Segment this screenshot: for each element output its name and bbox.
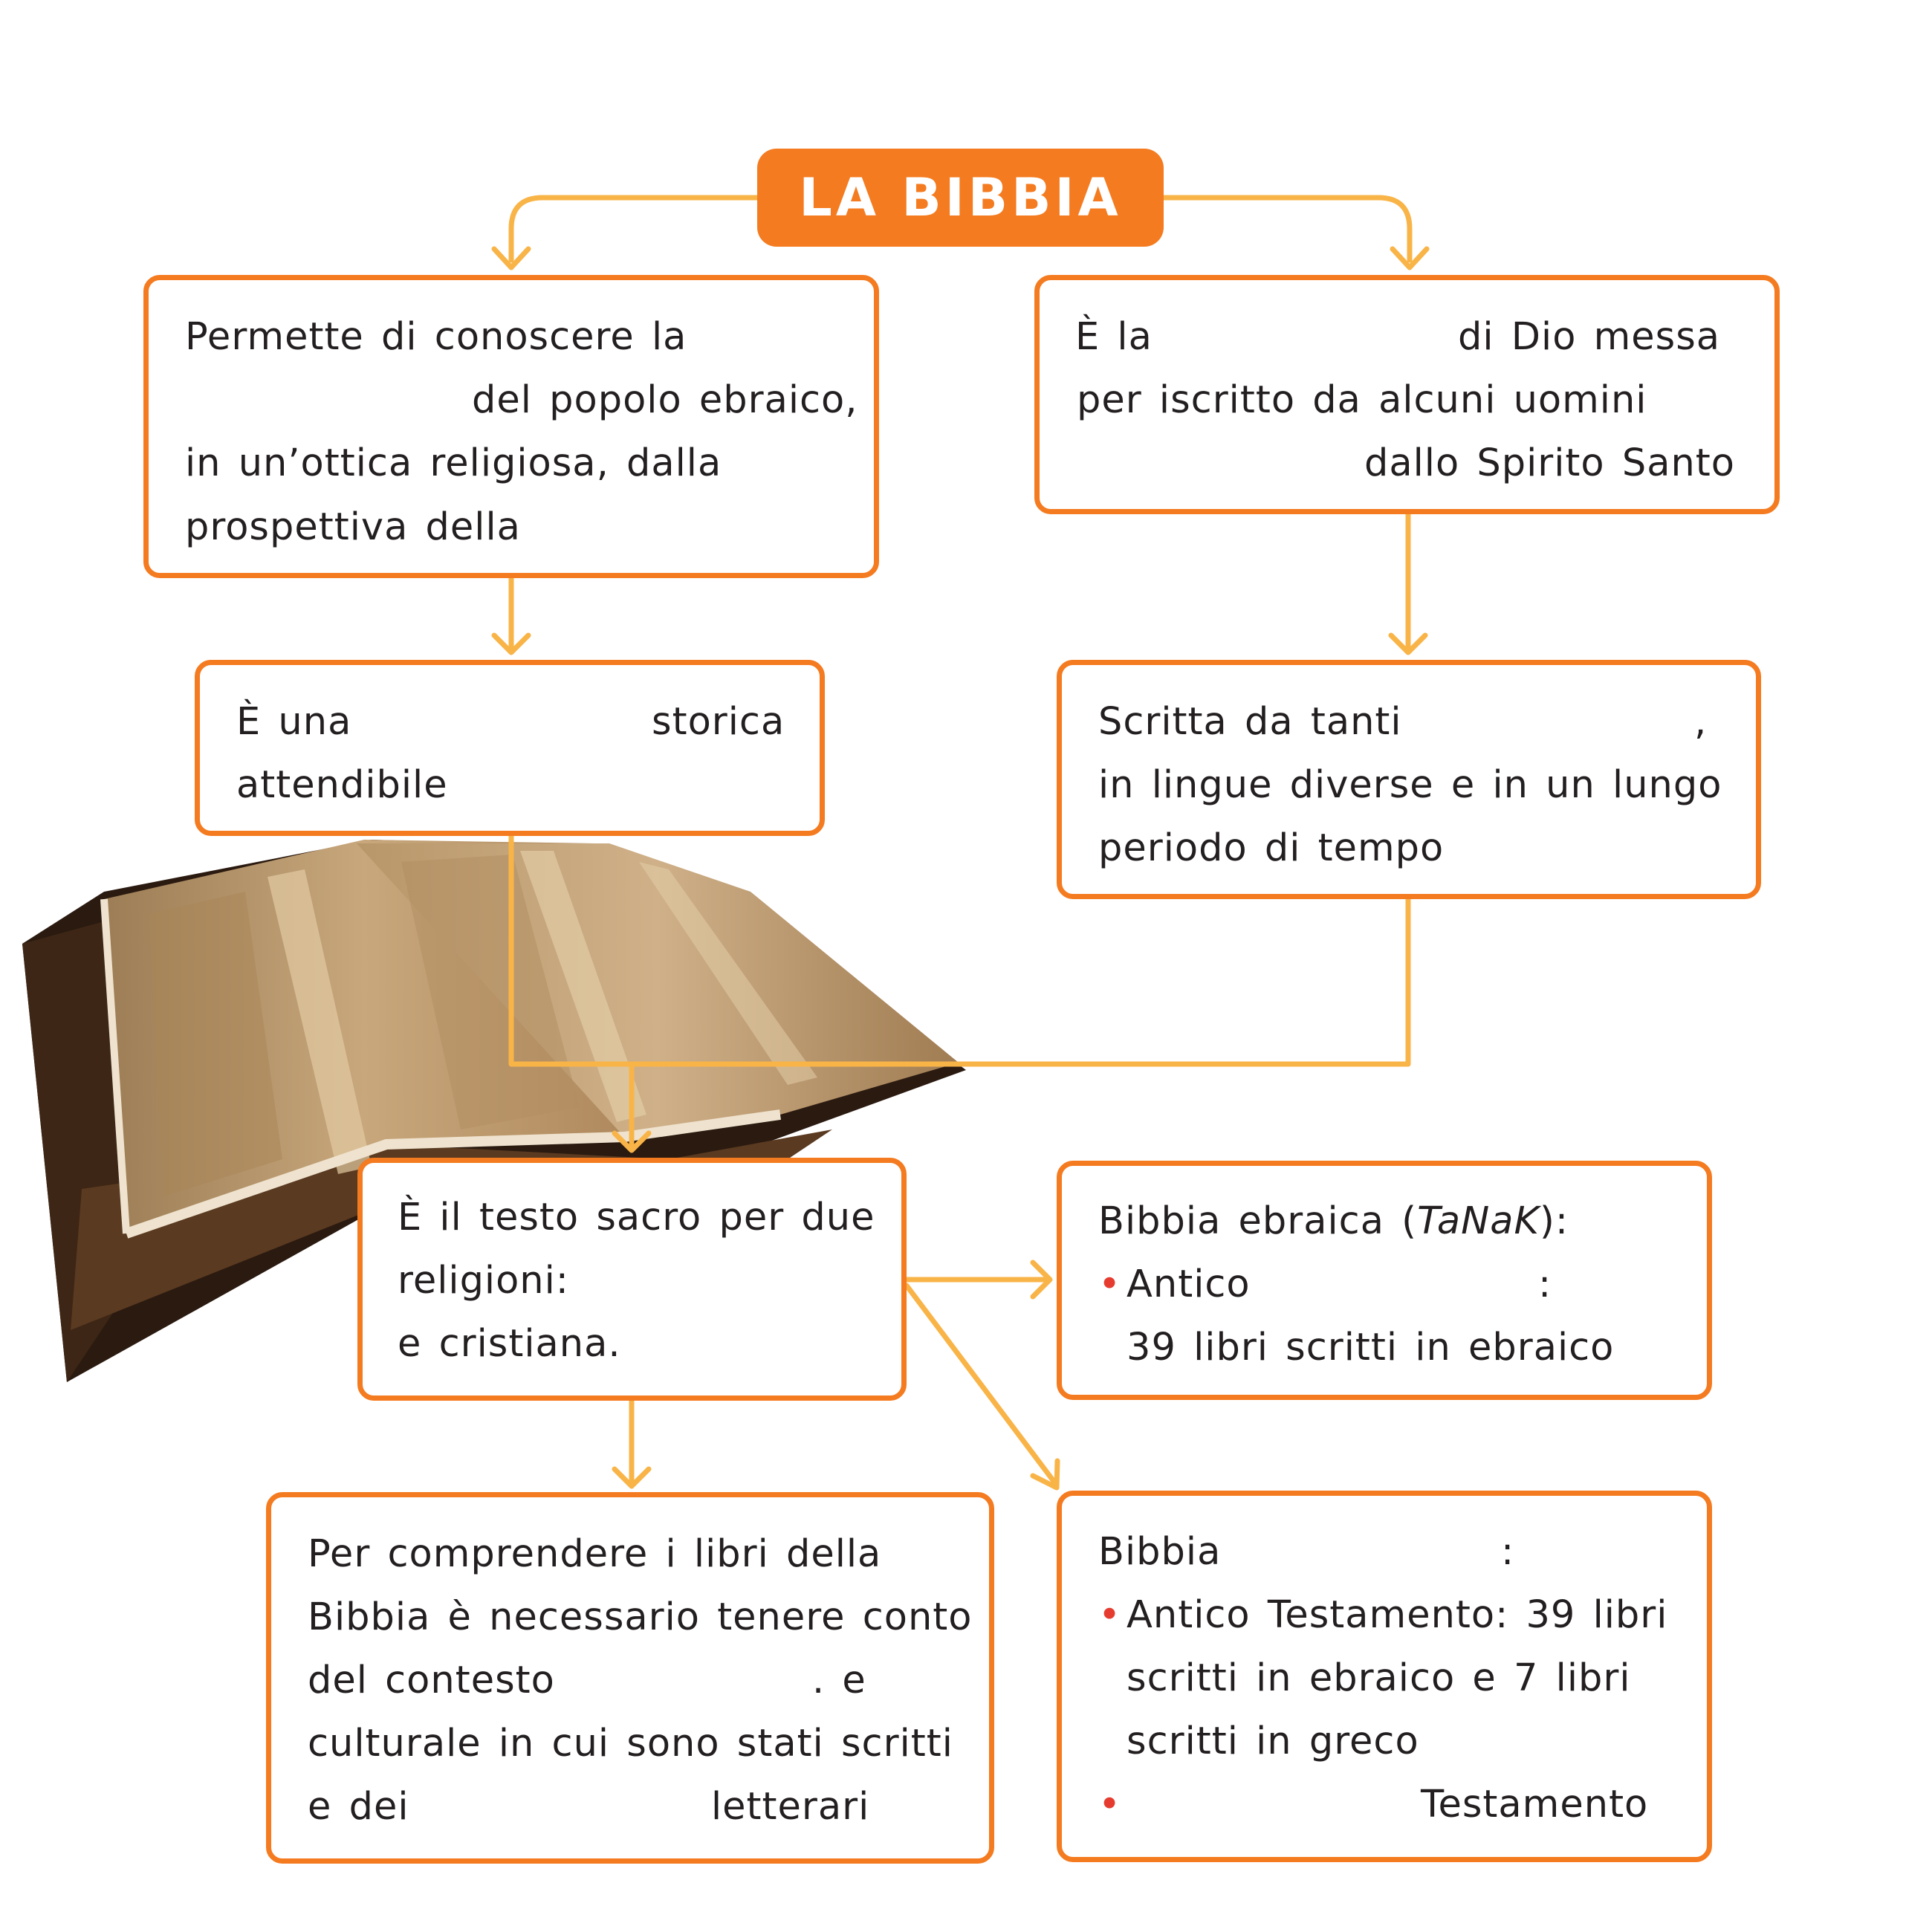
box-hebrew-title-end: ): <box>1539 1199 1569 1243</box>
box-hebrew-line-2: 39 libri scritti in ebraico <box>1127 1326 1615 1369</box>
box-christian-item2: Testamento <box>1421 1783 1649 1826</box>
box-context-line-5b: letterari <box>711 1785 870 1829</box>
box-christian-title: Bibbia <box>1098 1530 1222 1574</box>
box-context-line-5a: e dei <box>308 1785 409 1829</box>
box-sacred-line-3: e cristiana. <box>398 1322 621 1366</box>
box-christian-item1-line-2: scritti in ebraico e 7 libri <box>1127 1656 1631 1700</box>
box-source-line-2: attendibile <box>236 763 448 807</box>
box-authors-line-1a: Scritta da tanti <box>1098 700 1402 744</box>
box-context-line-1: Per comprendere i libri della <box>308 1532 882 1576</box>
box-hebrew-title-start: Bibbia ebraica ( <box>1098 1199 1418 1243</box>
title-box <box>757 149 1164 247</box>
box-authors-line-2: in lingue diverse e in un lungo <box>1098 763 1722 807</box>
box-history-line-2: del popolo ebraico, <box>472 378 858 422</box>
box-hebrew-title <box>1098 1199 1569 1243</box>
box-source-line-1a: È una <box>236 700 352 744</box>
box-christian-bullet-2: • <box>1098 1783 1122 1826</box>
box-history-line-3: in un’ottica religiosa, dalla <box>185 441 722 485</box>
box-hebrew-bullet: • <box>1098 1262 1122 1306</box>
box-word-line-1a: È la <box>1075 315 1153 359</box>
box-word-line-2: per iscritto da alcuni uomini <box>1077 378 1647 422</box>
box-source <box>195 660 825 836</box>
box-sacred-line-1: È il testo sacro per due <box>398 1196 875 1239</box>
box-context-line-3b: . e <box>812 1659 866 1702</box>
box-sacred-line-2: religioni: <box>398 1259 569 1303</box>
box-word-line-1b: di Dio messa <box>1458 315 1721 359</box>
box-christian-item1-line-3: scritti in greco <box>1127 1719 1419 1763</box>
box-context-line-2: Bibbia è necessario tenere conto <box>308 1595 973 1639</box>
box-context-line-3a: del contesto <box>308 1659 555 1702</box>
box-hebrew-line-1-colon: : <box>1538 1262 1552 1306</box>
box-hebrew-title-name: TaNaK <box>1417 1199 1540 1243</box>
box-context-line-4: culturale in cui sono stati scritti <box>308 1722 953 1766</box>
box-word-line-3: dallo Spirito Santo <box>1364 441 1735 485</box>
box-christian-item1-line-1: Antico Testamento: 39 libri <box>1127 1593 1668 1637</box>
box-christian-title-colon: : <box>1501 1530 1515 1574</box>
box-authors-line-1b: , <box>1694 700 1708 744</box>
box-christian-bullet-1: • <box>1098 1593 1122 1637</box>
box-hebrew-line-1: Antico <box>1127 1262 1251 1306</box>
box-authors-line-3: periodo di tempo <box>1098 826 1445 870</box>
box-history-line-1: Permette di conoscere la <box>185 315 687 359</box>
box-history-line-4: prospettiva della <box>185 505 521 549</box>
box-source-line-1b: storica <box>652 700 785 744</box>
page-title: LA BIBBIA <box>799 167 1122 228</box>
